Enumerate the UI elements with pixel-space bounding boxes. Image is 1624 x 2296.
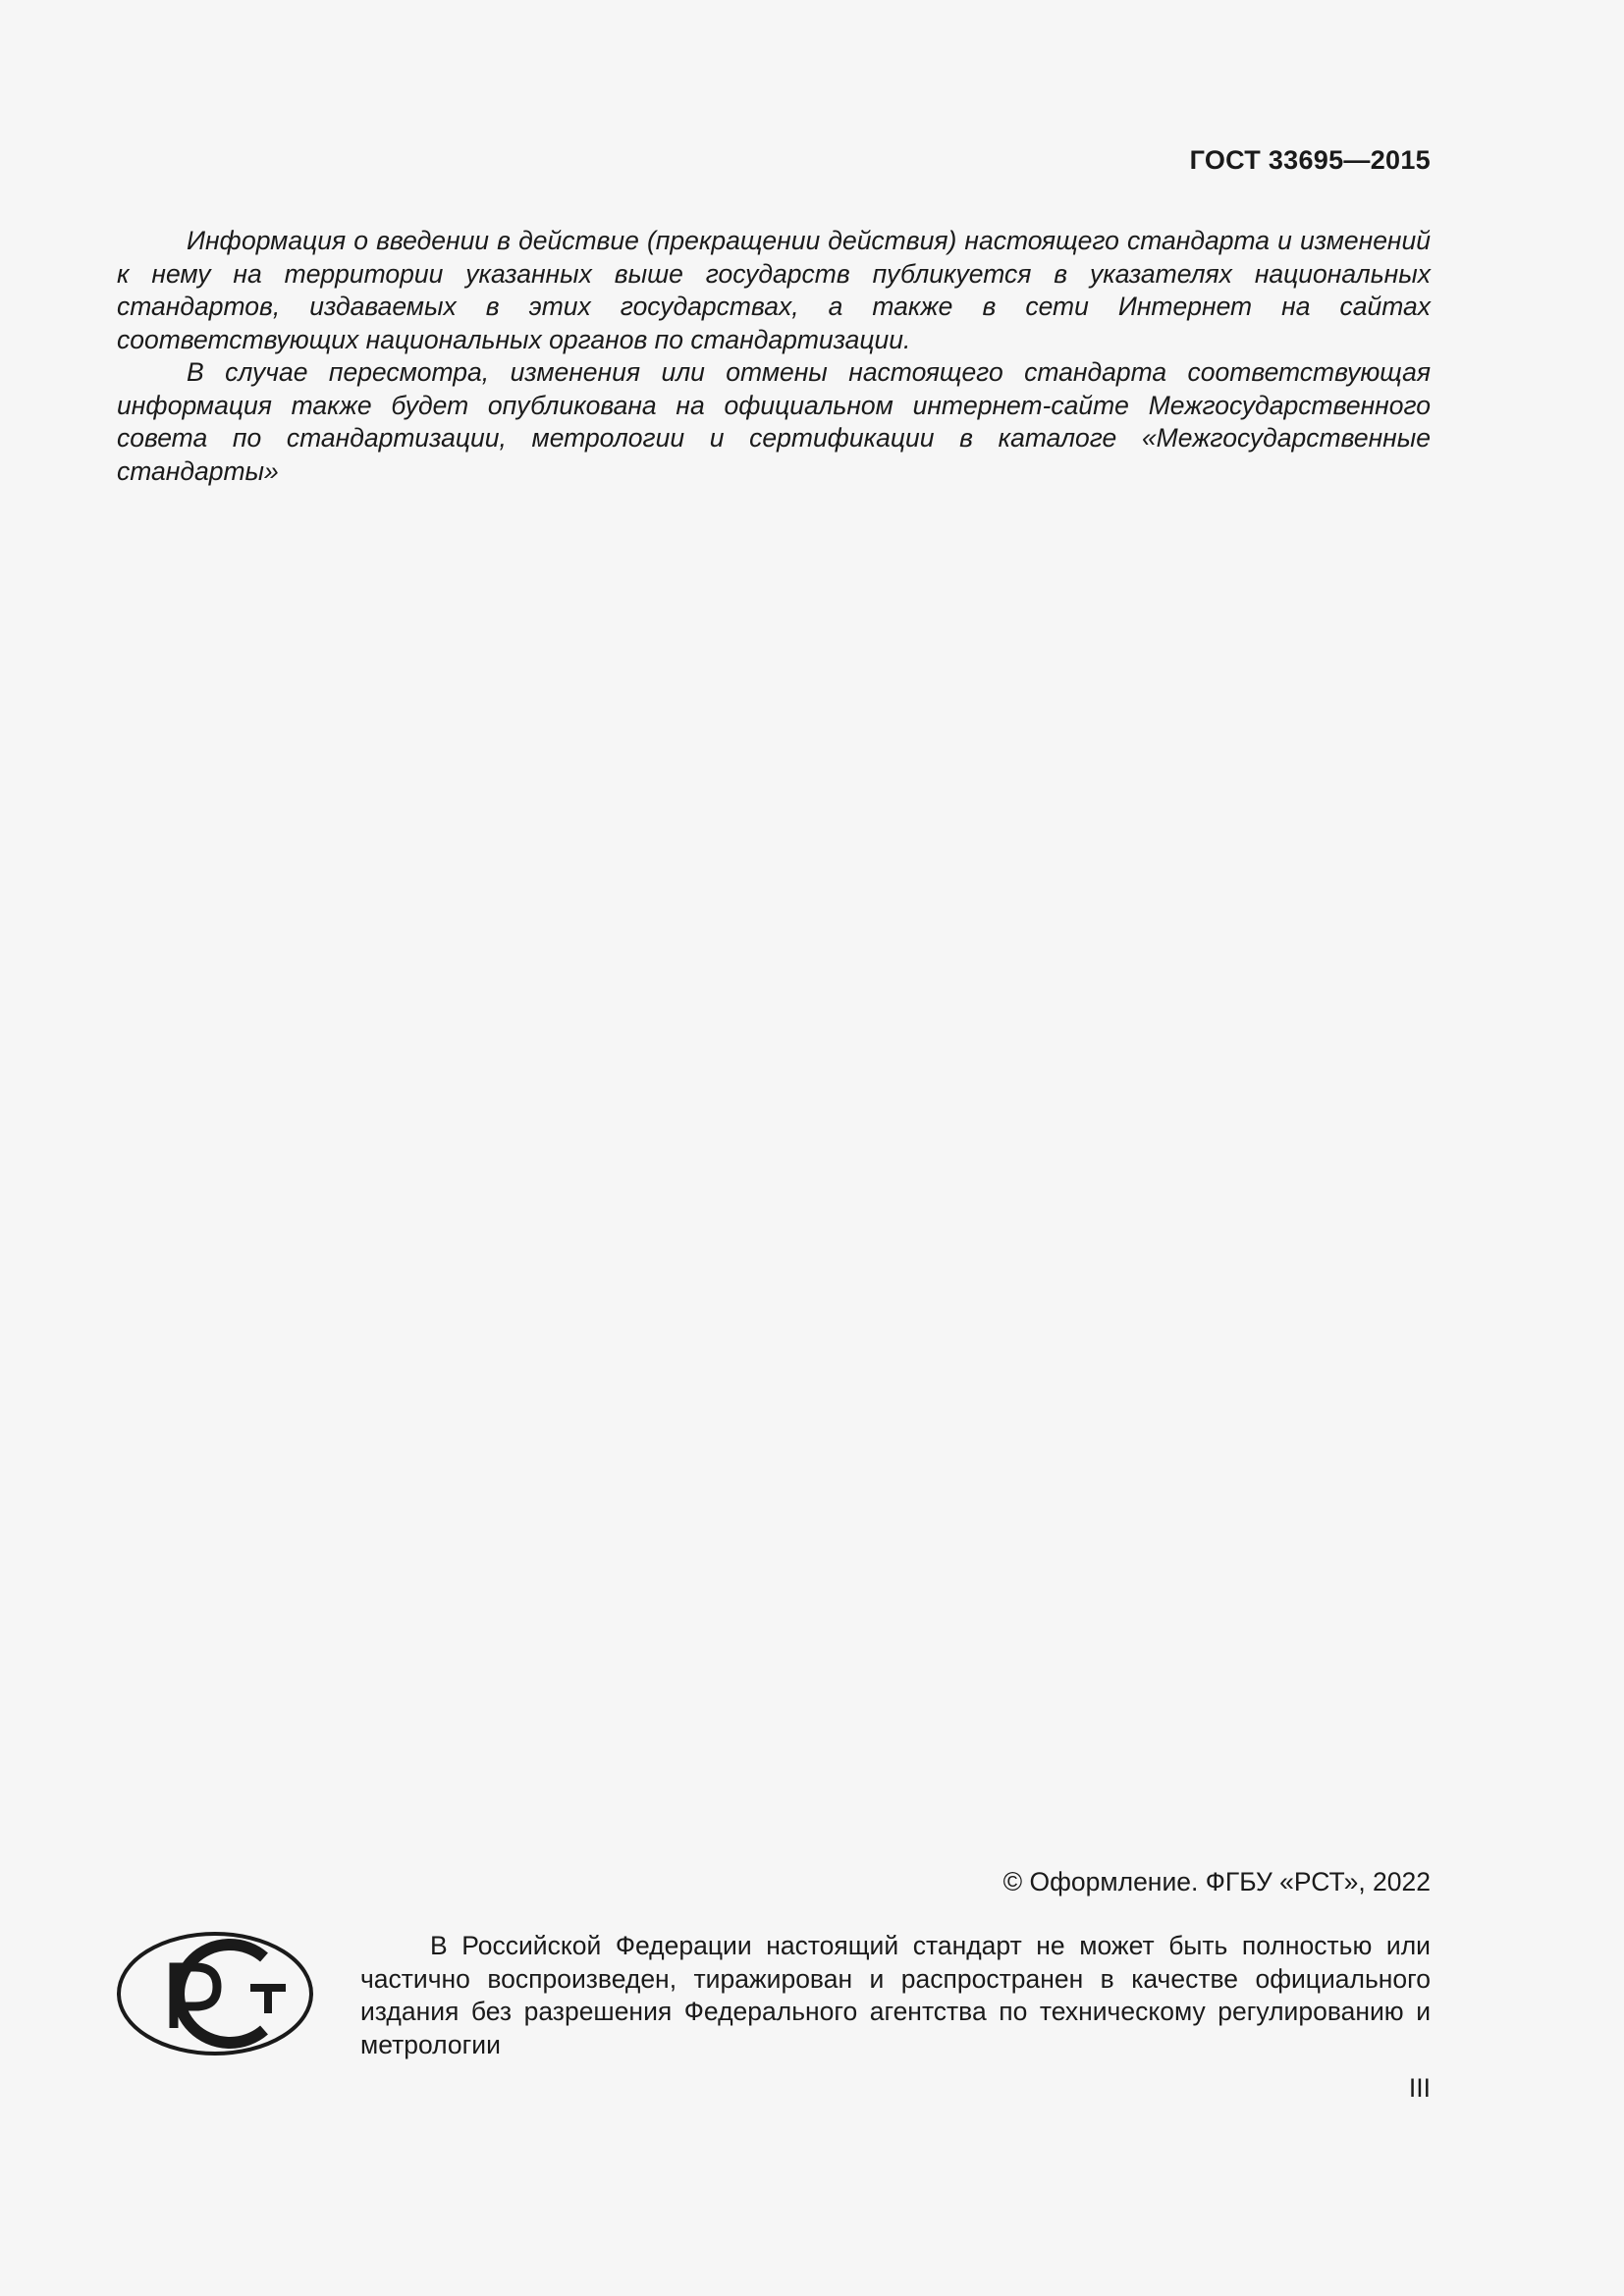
page-number: III	[1408, 2073, 1431, 2103]
pct-certification-logo-icon	[115, 1930, 315, 2057]
body-text	[117, 225, 1431, 488]
paragraph-revision-info: В случае пересмотра, изменения или отмены настоящего стандарта соответствующая информация также будет опубликована на официальном интернет-сайте Межгосударственного совета по стандартизации, метрологии и сертификации в каталоге «Межгосударственные стандарты»	[117, 357, 1431, 486]
copyright-line: © Оформление. ФГБУ «РСТ», 2022	[1002, 1867, 1431, 1896]
notice-text: В Российской Федерации настоящий стандарт не может быть полностью или частично воспроизведен, тиражирован и распространен в качестве официального издания без разрешения Федерального агентства по техническому регулированию и метрологии	[360, 1931, 1431, 2059]
copyright-notice	[360, 1930, 1431, 2061]
paragraph-publication-info: Информация о введении в действие (прекращении действия) настоящего стандарта и изменений к нему на территории указанных выше государств публикуется в указателях национальных стандартов, издаваемых в этих государствах, а также в сети Интернет на сайтах соответствующих национальных органов по стандартизации.	[117, 226, 1431, 354]
document-code: ГОСТ 33695—2015	[1189, 145, 1431, 175]
